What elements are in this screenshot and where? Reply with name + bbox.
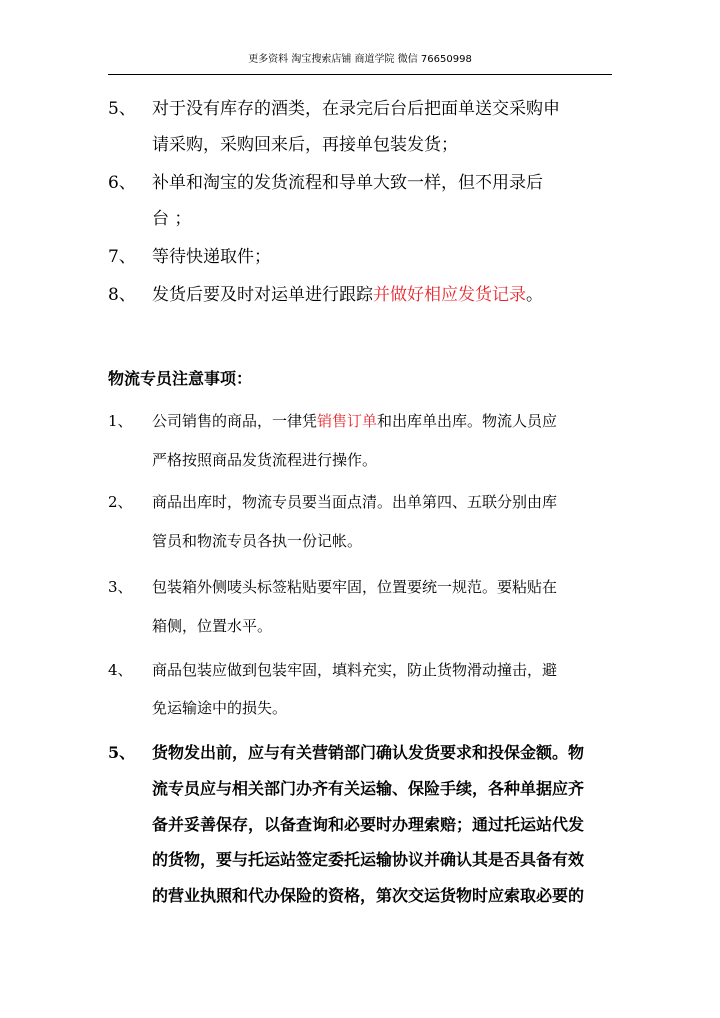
page-header: 更多资料 淘宝搜索店铺 商道学院 微信 76650998	[248, 54, 472, 65]
step-text: 发货后要及时对运单进行跟踪	[152, 285, 373, 305]
note-number: 1、	[108, 412, 133, 430]
highlighted-text: 并做好相应发货记录	[373, 285, 526, 305]
note-number: 4、	[108, 661, 133, 679]
step-number: 6、	[108, 173, 136, 193]
note-text-line: 包装箱外侧唛头标签粘贴要牢固，位置要统一规范。要粘贴在	[152, 578, 558, 596]
note-text: 和出库单出库。物流人员应	[377, 412, 558, 430]
step-number: 7、	[108, 247, 136, 267]
section-title: 物流专员注意事项：	[108, 369, 253, 388]
step-number: 8、	[108, 285, 136, 305]
step-text-line: 请采购，采购回来后，再接单包装发货；	[152, 135, 458, 155]
header-rule	[108, 74, 612, 75]
step-number: 5、	[108, 99, 136, 119]
note-text-line: 管员和物流专员各执一份记帐。	[152, 532, 363, 550]
step-text-line: 等待快递取件；	[152, 247, 271, 267]
step-text-line	[152, 284, 543, 306]
note-text-line: 货物发出前，应与有关营销部门确认发货要求和投保金额。物	[152, 743, 585, 762]
note-text-line: 商品出库时，物流专员要当面点清。出单第四、五联分别由库	[152, 493, 558, 511]
note-text: 公司销售的商品，一律凭	[152, 412, 318, 430]
note-number: 5、	[108, 743, 136, 762]
step-text-line: 台 ；	[152, 209, 192, 229]
note-text-line: 商品包装应做到包装牢固，填料充实，防止货物滑动撞击，避	[152, 661, 558, 679]
note-text-line: 免运输途中的损失。	[152, 699, 288, 717]
step-text-line: 对于没有库存的酒类，在录完后台后把面单送交采购申	[152, 99, 560, 119]
note-text-line: 的货物，要与托运站签定委托运输协议并确认其是否具备有效	[152, 850, 585, 869]
note-number: 2、	[108, 493, 133, 511]
note-text-line: 流专员应与相关部门办齐有关运输、保险手续，各种单据应齐	[152, 779, 585, 798]
note-text-line: 的营业执照和代办保险的资格，第次交运货物时应索取必要的	[152, 886, 585, 905]
note-text-line: 备并妥善保存，以备查询和必要时办理索赔；通过托运站代发	[152, 815, 585, 834]
note-text-line: 严格按照商品发货流程进行操作。	[152, 451, 378, 469]
step-text-line: 补单和淘宝的发货流程和导单大致一样，但不用录后	[152, 173, 543, 193]
step-text: 。	[526, 285, 543, 305]
highlighted-text: 销售订单	[317, 412, 378, 430]
note-text-line	[152, 411, 557, 431]
note-text-line: 箱侧，位置水平。	[152, 617, 273, 635]
note-number: 3、	[108, 578, 133, 596]
